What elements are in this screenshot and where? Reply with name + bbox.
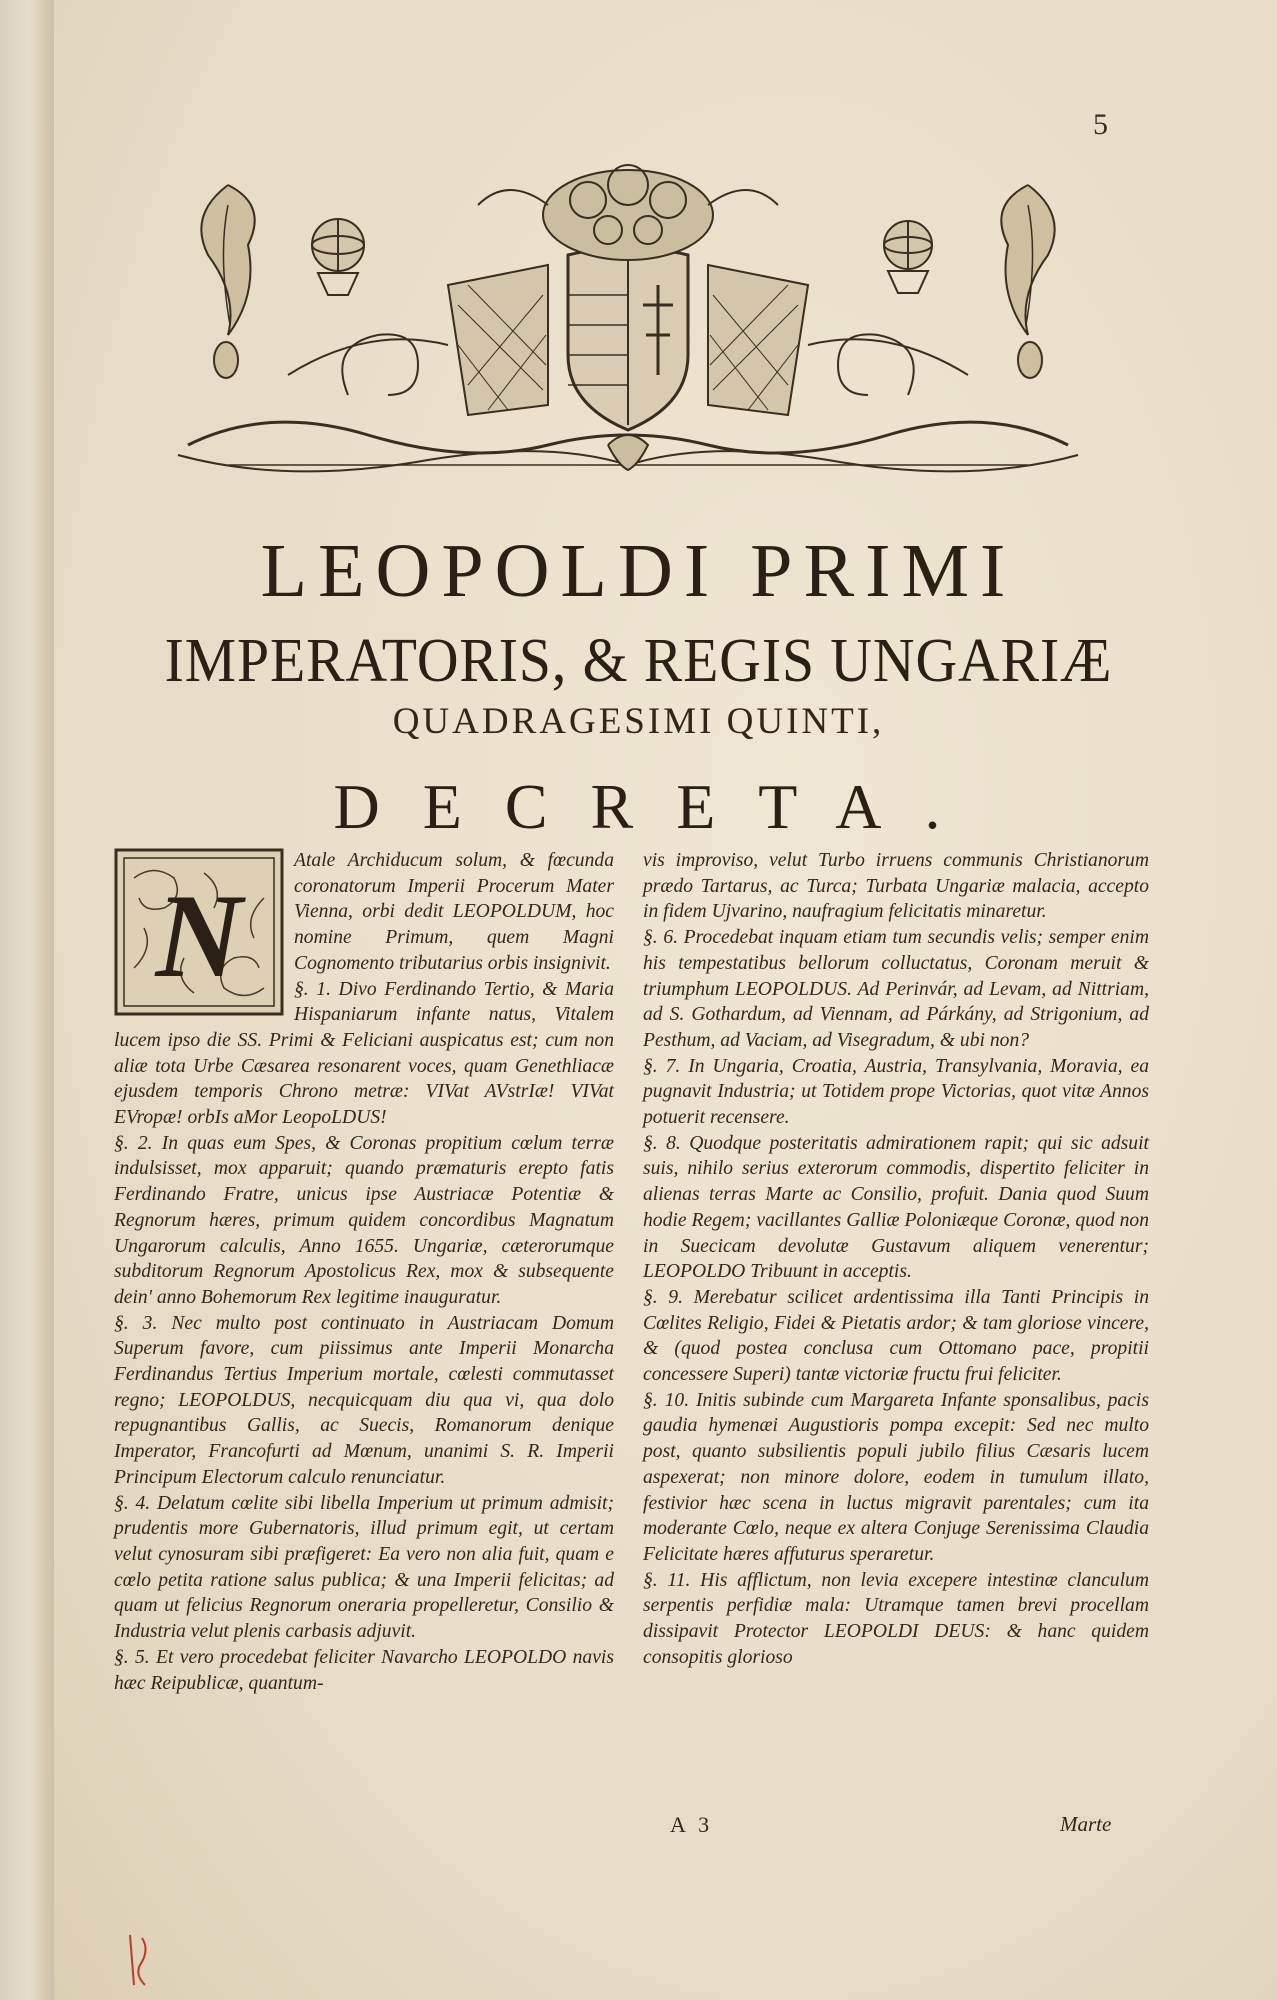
decorated-initial-N-icon [114,848,284,1016]
paragraph-section-5: §. 5. Et vero procedebat feliciter Navarcho LEOPOLDO navis hæc Reipublicæ, quantum- [114,1646,614,1694]
title-line-3: QUADRAGESIMI QUINTI, [392,701,885,742]
paragraph-section-4: §. 4. Delatum cœlite sibi libella Imperium ut primum admisit; prudentis more Gubernatoris, illud primum egit, ut certam velut cynosuram sibi præfigeret: Ea vero non alia fuit, quam e cœlo petita ratione salus publica; & una Imperii felicitas; ad quam ut felicius Regnorum oneraria propelleretur, Consilio & Industria velut plenis carbasis adjuvit. [114,1492,614,1643]
signature-mark: A 3 [670,1812,714,1837]
paragraph-section-11: §. 11. His afflictum, non levia excepere intestinæ clanculum serpentis perfidiæ mala: Utramque tamen brevi procellam dissipavit Protector LEOPOLDI DEUS: & hanc quidem consopitis glorioso [643,1569,1149,1668]
handwritten-mark-icon [120,1930,180,1990]
title-line-4: DECRETA. [333,771,984,842]
paragraph-section-2: §. 2. In quas eum Spes, & Coronas propitium cœlum terræ indulsisset, mox apparuit; quando præmaturis erepto fatis Ferdinando Fratre, unicus ipse Austriacæ Potentiæ & Regnorum hæres, primum quidem concordibus Magnatum Ungarorum calculis, Anno 1655. Ungariæ, cæterorumque subditorum Regnorum Apostolicus Rex, mox & subsequente dein' anno Bohemorum Rex legitime inauguratur. [114,1132,614,1308]
paragraph-section-9: §. 9. Merebatur scilicet ardentissima illa Tanti Principis in Cœlites Religio, Fidei & Pietatis ardor; & tam gloriose vincere, & (quod postea conclusa cum Ottomano pace, propitii concessere Superi) tantæ victoriæ fructu frui feliciter. [643,1286,1149,1386]
paragraph-section-1: §. 1. Divo Ferdinando Tertio, & Maria Hispaniarum infante natus, Vitalem lucem ipso die SS. Primi & Feliciani auspicatus est; cum non aliæ tota Urbe Cæsarea resonarent voces, quam Genethliacæ ejusdem temporis Chrono metræ: VIVat AVstrIæ! VIVat EVropæ! orbIs aMor LeopoLDUS! [114,978,614,1129]
text-column-right [643,848,1149,1671]
paragraph-section-6: §. 6. Procedebat inquam etiam tum secundis velis; semper enim his tempestatibus bellorum colluctatus, Coronam meruit & triumphum LEOPOLDUS. Ad Perinvár, ad Levam, ad Nittriam, ad S. Gothardum, ad Viennam, ad Párkány, ad Strigonium, ad Pesthum, ad Vaciam, ad Visegradum, & ubi non? [643,927,1149,1051]
title-line-2: IMPERATORIS, & REGIS UNGARIÆ [164,627,1113,695]
coat-of-arms-headpiece-icon [168,145,1088,490]
book-binding-edge [0,0,55,2000]
paragraph-continuation: vis improviso, velut Turbo irruens communis Christianorum prædo Tartarus, ac Turca; Turbata Ungariæ malacia, accepto in fidem Ujvarino, naufragium felicitatis minaretur. [643,850,1149,923]
catchword: Marte [1060,1812,1112,1836]
paragraph-section-10: §. 10. Initis subinde cum Margareta Infante sponsalibus, pacis gaudia hymenæi Augustioris pompa excepit: Sed nec multo post, quanto subsilientis populi jubilo filius Cæsaris lucem aspexerat; non minore dolore, eodem in tumulum illato, festivior hæc scena in luctus migravit parentales; cum ita moderante Cœlo, neque ex altera Conjuge Serenissima Claudia Felicitate hæres affuturus speraretur. [643,1389,1149,1565]
title-line-1: LEOPOLDI PRIMI [260,529,1017,613]
paragraph-section-3: §. 3. Nec multo post continuato in Austriacam Domum Superum favore, cum piissimus ante Imperii Monarcha Ferdinandus Tertius Imperium mortale, cœlesti commutasset regno; LEOPOLDUS, necquicquam diu qua vi, qua dolo repugnantibus Gallis, ac Suecis, Romanorum denique Imperator, Francofurti ad Mœnum, unanimi S. R. Imperii Principum Electorum calculo renunciatur. [114,1312,614,1488]
svg-text:N: N [155,869,243,1002]
page-number: 5 [1093,108,1108,141]
paragraph-intro: Atale Archiducum solum, & fœcunda coronatorum Imperii Procerum Mater Vienna, orbi dedit LEOPOLDUM, hoc nomine Primum, quem Magni Cognomento tributarius orbis insignivit. [294,850,614,974]
paragraph-section-7: §. 7. In Ungaria, Croatia, Austria, Transylvania, Moravia, ea pugnavit Industria; ut Totidem prope Victorias, quot vitæ Annos potuerit recensere. [643,1055,1149,1129]
paragraph-section-8: §. 8. Quodque posteritatis admirationem rapit; qui sic adsuit suis, nihilo serius exterorum commodis, dispertito feliciter in alienas terras Marte ac Consilio, profuit. Dania quod Suum hodie Regem; vacillantes Galliæ Poloniæque Coronæ, quod non in Suecicam devolutæ Gustavum aliquem venerentur; LEOPOLDO Tribuunt in acceptis. [643,1132,1149,1283]
text-column-left [114,848,614,1696]
